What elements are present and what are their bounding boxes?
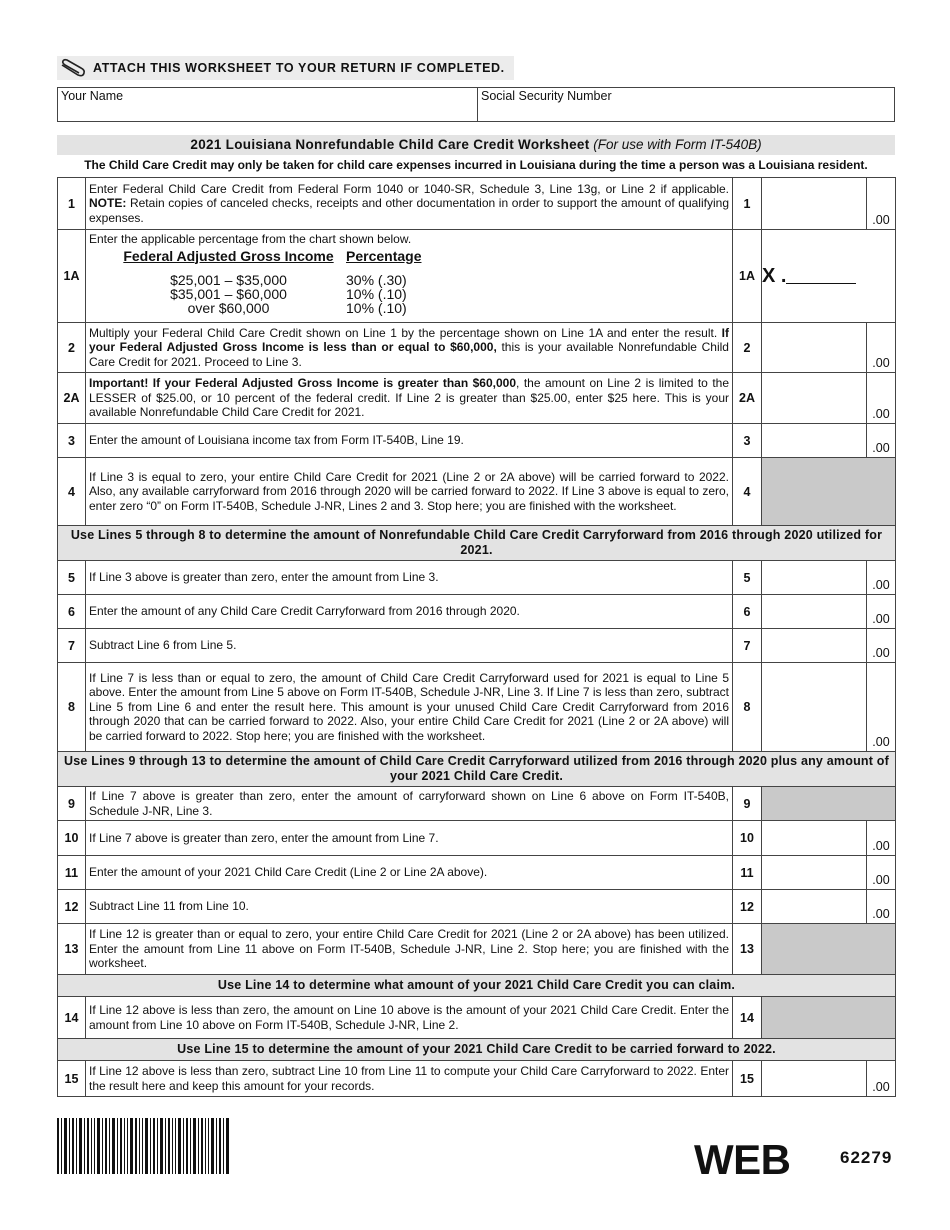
line-8-row: [58, 663, 896, 752]
line-8-amount-input[interactable]: [762, 663, 867, 752]
line-1-amount-input[interactable]: [762, 178, 867, 230]
paperclip-icon: [59, 58, 87, 78]
line-14-row: [58, 997, 896, 1039]
percentage-column-header: Percentage: [346, 247, 422, 264]
line-4-shaded-cell: [762, 458, 896, 526]
line-1-number: 1: [58, 178, 86, 230]
taxpayer-info-row: [57, 87, 895, 122]
line-12-description: Subtract Line 11 from Line 10.: [86, 890, 733, 924]
line-7-label: 7: [733, 629, 762, 663]
your-name-field[interactable]: [58, 88, 478, 121]
percentage-blank: [786, 269, 856, 284]
line-13-row: [58, 924, 896, 975]
line-6-cents: .00: [867, 595, 896, 629]
section-line-15-heading: Use Line 15 to determine the amount of your 2021 Child Care Credit to be carried forward to 2022.: [58, 1039, 896, 1061]
section-line-14-heading: Use Line 14 to determine what amount of your 2021 Child Care Credit you can claim.: [58, 975, 896, 997]
line-15-amount-input[interactable]: [762, 1061, 867, 1097]
line-6-description: Enter the amount of any Child Care Credit Carryforward from 2016 through 2020.: [86, 595, 733, 629]
line-10-amount-input[interactable]: [762, 821, 867, 856]
line-13-label: 13: [733, 924, 762, 975]
attach-notice-text: ATTACH THIS WORKSHEET TO YOUR RETURN IF COMPLETED.: [93, 61, 505, 75]
line-1a-description: [86, 230, 733, 323]
web-label: WEB: [694, 1136, 791, 1183]
line-3-cents: .00: [867, 424, 896, 458]
barcode: [57, 1118, 229, 1174]
line-2-description: Multiply your Federal Child Care Credit shown on Line 1 by the percentage shown on Line 1A and enter the result. If your Federal Adjusted Gross Income is less than or equal to $60,000, this is your available Nonrefundable Child Care Credit for 2021. Proceed to Line 3.: [86, 323, 733, 373]
line-11-cents: .00: [867, 856, 896, 890]
line-7-description: Subtract Line 6 from Line 5.: [86, 629, 733, 663]
line-2a-label: 2A: [733, 373, 762, 424]
section-lines-9-13-heading: Use Lines 9 through 13 to determine the amount of Child Care Credit Carryforward utilized from 2016 through 2020 plus any amount of your 2021 Child Care Credit.: [58, 752, 896, 787]
line-13-description: If Line 12 is greater than or equal to zero, your entire Child Care Credit for 2021 (Line 2 or 2A above) has been utilized. Enter the amount from Line 11 above on Form IT-540B, Schedule J-NR, Line 2. Stop here; you are finished with the worksheet.: [86, 924, 733, 975]
chart-income-2: $35,001 – $60,000: [170, 286, 287, 302]
line-6-row: [58, 595, 896, 629]
line-8-label: 8: [733, 663, 762, 752]
line-2a-number: 2A: [58, 373, 86, 424]
line-11-row: [58, 856, 896, 890]
line-12-row: [58, 890, 896, 924]
line-4-description: If Line 3 is equal to zero, your entire Child Care Credit for 2021 (Line 2 or 2A above) will be carried forward to 2022. Also, any available carryforward from 2016 through 2020 will be carried forward to 2022. If Line 3 above is equal to zero, enter zero “0” on Form IT-540B, Schedule J-NR, Lines 2 and 3. Stop here; you are finished with the worksheet.: [86, 458, 733, 526]
line-2a-amount-input[interactable]: [762, 373, 867, 424]
line-6-number: 6: [58, 595, 86, 629]
line-15-label: 15: [733, 1061, 762, 1097]
line-9-row: [58, 787, 896, 821]
line-1a-number: 1A: [58, 230, 86, 323]
line-11-amount-input[interactable]: [762, 856, 867, 890]
section-lines-5-8-heading: Use Lines 5 through 8 to determine the amount of Nonrefundable Child Care Credit Carryforward from 2016 through 2020 utilized for 2021.: [58, 526, 896, 561]
line-8-cents: .00: [867, 663, 896, 752]
line-10-number: 10: [58, 821, 86, 856]
line-11-description: Enter the amount of your 2021 Child Care Credit (Line 2 or Line 2A above).: [86, 856, 733, 890]
chart-pct-2: 10% (.10): [346, 286, 407, 302]
line-9-description: If Line 7 above is greater than zero, enter the amount of carryforward shown on Line 6 above on Form IT-540B, Schedule J-NR, Line 3.: [86, 787, 733, 821]
line-2-number: 2: [58, 323, 86, 373]
ssn-field[interactable]: [478, 88, 615, 121]
line-5-label: 5: [733, 561, 762, 595]
line-10-cents: .00: [867, 821, 896, 856]
line-14-label: 14: [733, 997, 762, 1039]
line-10-label: 10: [733, 821, 762, 856]
line-1a-intro: Enter the applicable percentage from the chart shown below.: [89, 232, 412, 246]
line-1-label: 1: [733, 178, 762, 230]
line-2-row: [58, 323, 896, 373]
line-7-row: [58, 629, 896, 663]
line-14-shaded-cell: [762, 997, 896, 1039]
section-line-14-row: [58, 975, 896, 997]
line-5-cents: .00: [867, 561, 896, 595]
line-4-label: 4: [733, 458, 762, 526]
chart-pct-3: 10% (.10): [346, 300, 407, 316]
your-name-label: Your Name: [61, 89, 124, 103]
line-9-number: 9: [58, 787, 86, 821]
line-8-number: 8: [58, 663, 86, 752]
line-7-amount-input[interactable]: [762, 629, 867, 663]
line-1-description: Enter Federal Child Care Credit from Federal Form 1040 or 1040-SR, Schedule 3, Line 13g, or Line 2 if applicable. NOTE: Retain copies of canceled checks, receipts and other documentation in order to support the amount of qualifying expenses.: [86, 178, 733, 230]
line-14-number: 14: [58, 997, 86, 1039]
line-10-description: If Line 7 above is greater than zero, enter the amount from Line 7.: [86, 821, 733, 856]
line-7-cents: .00: [867, 629, 896, 663]
line-12-cents: .00: [867, 890, 896, 924]
line-9-shaded-cell: [762, 787, 896, 821]
line-13-number: 13: [58, 924, 86, 975]
line-2-label: 2: [733, 323, 762, 373]
attach-notice-bar: [57, 56, 514, 80]
line-1a-percentage-input[interactable]: [762, 230, 896, 323]
line-12-label: 12: [733, 890, 762, 924]
form-number: 62279: [840, 1148, 893, 1167]
line-15-row: [58, 1061, 896, 1097]
line-3-description: Enter the amount of Louisiana income tax from Form IT-540B, Line 19.: [86, 424, 733, 458]
chart-income-1: $25,001 – $35,000: [170, 272, 287, 288]
line-12-amount-input[interactable]: [762, 890, 867, 924]
worksheet-subtitle: (For use with Form IT-540B): [593, 137, 762, 152]
line-4-number: 4: [58, 458, 86, 526]
line-6-label: 6: [733, 595, 762, 629]
line-12-number: 12: [58, 890, 86, 924]
worksheet-table: [57, 177, 896, 1097]
line-2-cents: .00: [867, 323, 896, 373]
worksheet-title-bar: [57, 135, 895, 155]
line-8-description: If Line 7 is less than or equal to zero, the amount of Child Care Credit Carryforward used for 2021 is equal to Line 5 above. Enter the amount from Line 5 above on Form IT-540B, Schedule J-NR, Line 3. If Line 7 is less than zero, subtract Line 5 from Line 6 and enter the result here. This amount is your unused Child Care Credit Carryforward from 2016 through 2020 that can be carried forward to 2022. Also, your entire Child Care Credit for 2021 (Line 2 or 2A above) will be carried forward to 2022. Stop here; you are finished with the worksheet.: [86, 663, 733, 752]
line-1-cents: .00: [867, 178, 896, 230]
line-7-number: 7: [58, 629, 86, 663]
section-lines-5-8-row: [58, 526, 896, 561]
ssn-label: Social Security Number: [481, 89, 612, 103]
multiply-prefix: X .: [762, 264, 787, 287]
line-4-row: [58, 458, 896, 526]
line-5-row: [58, 561, 896, 595]
line-6-amount-input[interactable]: [762, 595, 867, 629]
line-2a-row: [58, 373, 896, 424]
section-lines-9-13-row: [58, 752, 896, 787]
line-15-description: If Line 12 above is less than zero, subtract Line 10 from Line 11 to compute your Child Care Carryforward to 2022. Enter the result here and keep this amount for your records.: [86, 1061, 733, 1097]
line-2-amount-input[interactable]: [762, 323, 867, 373]
line-5-number: 5: [58, 561, 86, 595]
line-3-amount-input[interactable]: [762, 424, 867, 458]
chart-pct-1: 30% (.30): [346, 272, 407, 288]
line-2a-cents: .00: [867, 373, 896, 424]
line-10-row: [58, 821, 896, 856]
line-3-number: 3: [58, 424, 86, 458]
chart-income-3: over $60,000: [187, 300, 270, 316]
line-1a-row: [58, 230, 896, 323]
line-5-description: If Line 3 above is greater than zero, enter the amount from Line 3.: [86, 561, 733, 595]
line-2a-description: Important! If your Federal Adjusted Gross Income is greater than $60,000, the amount on Line 2 is limited to the LESSER of $25.00, or 10 percent of the federal credit. If Line 2 is greater than $25.00, enter $25 here. This is your available Nonrefundable Child Care Credit for 2021.: [86, 373, 733, 424]
line-14-description: If Line 12 above is less than zero, the amount on Line 10 above is the amount of your 2021 Child Care Credit. Enter the amount from Line 10 above on Form IT-540B, Schedule J-NR, Line 2.: [86, 997, 733, 1039]
line-3-row: [58, 424, 896, 458]
line-9-label: 9: [733, 787, 762, 821]
section-line-15-row: [58, 1039, 896, 1061]
line-13-shaded-cell: [762, 924, 896, 975]
intro-statement: The Child Care Credit may only be taken for child care expenses incurred in Louisiana during the time a person was a Louisiana resident.: [84, 158, 868, 172]
agi-column-header: Federal Adjusted Gross Income: [123, 247, 334, 264]
line-11-number: 11: [58, 856, 86, 890]
percentage-chart: [111, 249, 729, 316]
line-5-amount-input[interactable]: [762, 561, 867, 595]
line-11-label: 11: [733, 856, 762, 890]
line-15-number: 15: [58, 1061, 86, 1097]
line-1-row: [58, 178, 896, 230]
line-3-label: 3: [733, 424, 762, 458]
line-15-cents: .00: [867, 1061, 896, 1097]
line-1a-label: 1A: [733, 230, 762, 323]
worksheet-title: 2021 Louisiana Nonrefundable Child Care Credit Worksheet: [190, 137, 590, 152]
